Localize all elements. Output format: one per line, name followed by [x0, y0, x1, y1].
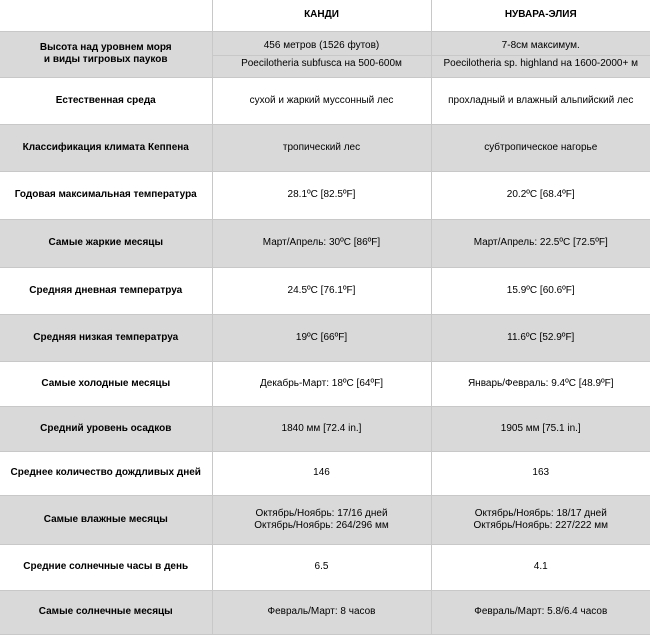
kandy-altitude: 456 метров (1526 футов): [212, 31, 431, 55]
value-line: Октябрь/Ноябрь: 18/17 дней: [474, 507, 607, 519]
kandy-value: Февраль/Март: 8 часов: [212, 590, 431, 634]
nuwara-value: 4.1: [431, 544, 650, 590]
table-row: [0, 406, 650, 451]
value-line: Октябрь/Ноябрь: 227/222 мм: [473, 519, 608, 531]
table-row: [0, 219, 650, 267]
table-row: [0, 124, 650, 171]
table-row: [0, 267, 650, 314]
row-label: Средний уровень осадков: [0, 406, 212, 451]
table-row: [0, 171, 650, 219]
table-row: [0, 495, 650, 544]
row-label-altitude: [0, 31, 212, 77]
row-label: Самые холодные месяцы: [0, 361, 212, 406]
row-label: Самые жаркие месяцы: [0, 219, 212, 267]
table-row: [0, 361, 650, 406]
row-label: Самые влажные месяцы: [0, 495, 212, 544]
row-label: Среднее количество дождливых дней: [0, 451, 212, 495]
kandy-value: [212, 495, 431, 544]
row-label: Средние солнечные часы в день: [0, 544, 212, 590]
kandy-value: 24.5ºC [76.1ºF]: [212, 267, 431, 314]
kandy-value: 28.1ºC [82.5ºF]: [212, 171, 431, 219]
nuwara-tiger-spider: Poecilotheria sp. highland на 1600-2000+ м: [431, 55, 650, 77]
table-row-altitude-top: [0, 31, 650, 55]
table-row: [0, 451, 650, 495]
row-label-line: и виды тигровых пауков: [43, 54, 168, 65]
kandy-value: Декабрь-Март: 18ºC [64ºF]: [212, 361, 431, 406]
table-row: [0, 544, 650, 590]
row-label: Классификация климата Кеппена: [0, 124, 212, 171]
header-corner-cell: [0, 0, 212, 31]
nuwara-value: Февраль/Март: 5.8/6.4 часов: [431, 590, 650, 634]
nuwara-value: субтропическое нагорье: [431, 124, 650, 171]
nuwara-value: прохладный и влажный альпийский лес: [431, 77, 650, 124]
nuwara-value: [431, 495, 650, 544]
header-nuwara-eliya: НУВАРА-ЭЛИЯ: [431, 0, 650, 31]
row-label: Естественная среда: [0, 77, 212, 124]
nuwara-altitude: 7-8см максимум.: [431, 31, 650, 55]
kandy-tiger-spider: Poecilotheria subfusca на 500-600м: [212, 55, 431, 77]
nuwara-value: 15.9ºC [60.6ºF]: [431, 267, 650, 314]
nuwara-value: 11.6ºC [52.9ºF]: [431, 314, 650, 361]
row-label: Самые солнечные месяцы: [0, 590, 212, 634]
kandy-value: сухой и жаркий муссонный лес: [212, 77, 431, 124]
header-row: [0, 0, 650, 31]
nuwara-value: 20.2ºC [68.4ºF]: [431, 171, 650, 219]
value-line: Октябрь/Ноябрь: 264/296 мм: [254, 519, 389, 531]
nuwara-value: 1905 мм [75.1 in.]: [431, 406, 650, 451]
kandy-value: 146: [212, 451, 431, 495]
row-label: Годовая максимальная температура: [0, 171, 212, 219]
value-line: Октябрь/Ноябрь: 17/16 дней: [255, 507, 388, 519]
nuwara-value: Март/Апрель: 22.5ºC [72.5ºF]: [431, 219, 650, 267]
table-row: [0, 314, 650, 361]
kandy-value: 6.5: [212, 544, 431, 590]
kandy-value: тропический лес: [212, 124, 431, 171]
kandy-value: Март/Апрель: 30ºC [86ºF]: [212, 219, 431, 267]
row-label: Средняя низкая температруа: [0, 314, 212, 361]
kandy-value: 1840 мм [72.4 in.]: [212, 406, 431, 451]
nuwara-value: Январь/Февраль: 9.4ºC [48.9ºF]: [431, 361, 650, 406]
row-label-line: Высота над уровнем моря: [39, 42, 172, 53]
table-row: [0, 590, 650, 634]
kandy-value: 19ºC [66ºF]: [212, 314, 431, 361]
header-kandy: КАНДИ: [212, 0, 431, 31]
row-label: Средняя дневная температруа: [0, 267, 212, 314]
nuwara-value: 163: [431, 451, 650, 495]
table-row: [0, 77, 650, 124]
